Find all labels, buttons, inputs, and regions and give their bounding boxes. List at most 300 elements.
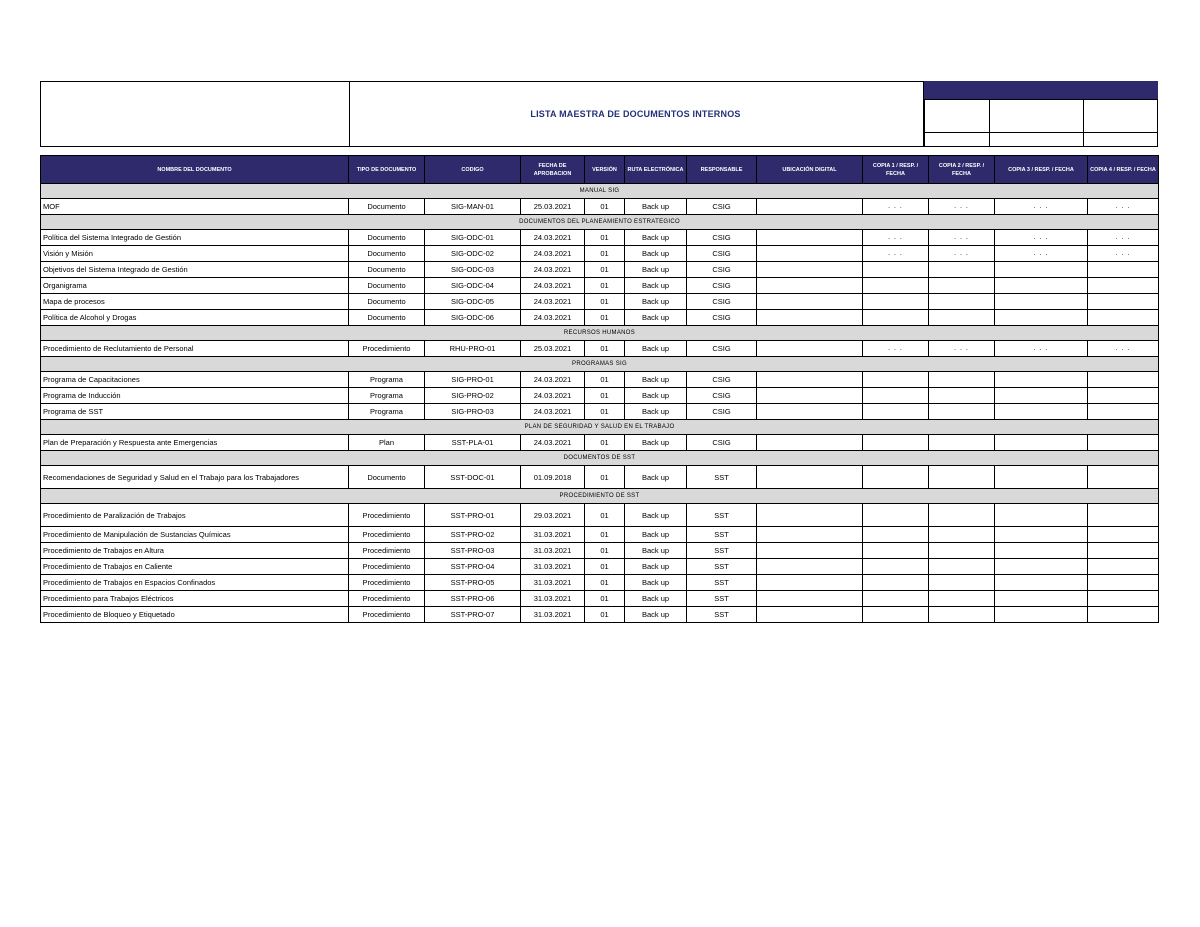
digital-location-cell xyxy=(757,591,863,607)
table-row xyxy=(41,294,1159,310)
document-code-cell: SST-PRO-05 xyxy=(425,575,521,591)
section-title: RECURSOS HUMANOS xyxy=(41,326,1159,341)
document-type-cell: Procedimiento xyxy=(349,504,425,527)
approval-date-cell: 25.03.2021 xyxy=(521,341,585,357)
table-row xyxy=(41,607,1159,623)
copy-cell xyxy=(1088,466,1159,489)
document-code-cell: SIG-ODC-02 xyxy=(425,246,521,262)
version-cell: 01 xyxy=(585,504,625,527)
responsible-cell: CSIG xyxy=(687,246,757,262)
approval-date-cell: 24.03.2021 xyxy=(521,294,585,310)
approval-date-cell: 31.03.2021 xyxy=(521,559,585,575)
electronic-route-cell: Back up xyxy=(625,388,687,404)
responsible-cell: SST xyxy=(687,527,757,543)
copy-cell xyxy=(1088,294,1159,310)
table-row xyxy=(41,246,1159,262)
digital-location-cell xyxy=(757,466,863,489)
approval-date-cell: 31.03.2021 xyxy=(521,527,585,543)
copy-cell: . . . xyxy=(1088,246,1159,262)
version-cell: 01 xyxy=(585,466,625,489)
column-header: RUTA ELECTRÓNICA xyxy=(625,156,687,184)
document-type-cell: Documento xyxy=(349,262,425,278)
document-name-cell: MOF xyxy=(41,199,349,215)
copy-cell xyxy=(929,404,995,420)
approval-date-cell: 24.03.2021 xyxy=(521,278,585,294)
document-code-cell: SIG-ODC-06 xyxy=(425,310,521,326)
copy-cell xyxy=(1088,559,1159,575)
table-row xyxy=(41,575,1159,591)
copy-cell xyxy=(929,435,995,451)
document-control-box xyxy=(924,81,1158,147)
copy-cell xyxy=(1088,575,1159,591)
copy-cell xyxy=(863,404,929,420)
copy-cell xyxy=(863,278,929,294)
copy-cell xyxy=(863,294,929,310)
copy-cell xyxy=(929,388,995,404)
copy-cell xyxy=(929,591,995,607)
copy-cell: . . . xyxy=(1088,341,1159,357)
document-code-cell: SST-DOC-01 xyxy=(425,466,521,489)
copy-cell: . . . xyxy=(863,230,929,246)
document-header xyxy=(40,81,1158,147)
copy-cell xyxy=(995,262,1088,278)
responsible-cell: CSIG xyxy=(687,199,757,215)
copy-cell xyxy=(1088,435,1159,451)
document-code-cell: SIG-PRO-03 xyxy=(425,404,521,420)
copy-cell xyxy=(995,559,1088,575)
copy-cell xyxy=(863,607,929,623)
copy-cell: . . . xyxy=(995,246,1088,262)
table-row xyxy=(41,278,1159,294)
copy-cell xyxy=(929,278,995,294)
version-cell: 01 xyxy=(585,341,625,357)
responsible-cell: CSIG xyxy=(687,278,757,294)
electronic-route-cell: Back up xyxy=(625,466,687,489)
document-code-cell: SST-PRO-01 xyxy=(425,504,521,527)
document-name-cell: Objetivos del Sistema Integrado de Gestión xyxy=(41,262,349,278)
copy-cell xyxy=(1088,372,1159,388)
version-cell: 01 xyxy=(585,230,625,246)
copy-cell xyxy=(995,504,1088,527)
copy-cell xyxy=(995,294,1088,310)
copy-cell: . . . xyxy=(995,199,1088,215)
table-row xyxy=(41,341,1159,357)
section-title: DOCUMENTOS DEL PLANEAMIENTO ESTRATEGICO xyxy=(41,215,1159,230)
document-code-cell: SIG-MAN-01 xyxy=(425,199,521,215)
digital-location-cell xyxy=(757,278,863,294)
copy-cell xyxy=(1088,504,1159,527)
table-row xyxy=(41,435,1159,451)
copy-cell xyxy=(929,372,995,388)
electronic-route-cell: Back up xyxy=(625,575,687,591)
document-code-cell: SIG-ODC-03 xyxy=(425,262,521,278)
copy-cell xyxy=(863,372,929,388)
copy-cell xyxy=(863,310,929,326)
document-code-cell: SST-PRO-06 xyxy=(425,591,521,607)
approval-date-cell: 24.03.2021 xyxy=(521,404,585,420)
responsible-cell: SST xyxy=(687,607,757,623)
document-type-cell: Documento xyxy=(349,246,425,262)
column-header: FECHA DE APROBACION xyxy=(521,156,585,184)
copy-cell xyxy=(1088,527,1159,543)
document-name-cell: Política de Alcohol y Drogas xyxy=(41,310,349,326)
copy-cell xyxy=(929,559,995,575)
digital-location-cell xyxy=(757,341,863,357)
version-cell: 01 xyxy=(585,310,625,326)
electronic-route-cell: Back up xyxy=(625,504,687,527)
control-cell xyxy=(1083,132,1158,147)
version-cell: 01 xyxy=(585,278,625,294)
section-title: DOCUMENTOS DE SST xyxy=(41,451,1159,466)
digital-location-cell xyxy=(757,372,863,388)
document-code-cell: SST-PRO-07 xyxy=(425,607,521,623)
copy-cell xyxy=(995,278,1088,294)
section-title: MANUAL SIG xyxy=(41,184,1159,199)
copy-cell xyxy=(929,466,995,489)
responsible-cell: CSIG xyxy=(687,262,757,278)
version-cell: 01 xyxy=(585,388,625,404)
approval-date-cell: 24.03.2021 xyxy=(521,372,585,388)
copy-cell xyxy=(995,543,1088,559)
column-header: COPIA 3 / RESP. / FECHA xyxy=(995,156,1088,184)
document-code-cell: SIG-ODC-05 xyxy=(425,294,521,310)
digital-location-cell xyxy=(757,262,863,278)
table-row xyxy=(41,504,1159,527)
responsible-cell: SST xyxy=(687,466,757,489)
document-name-cell: Mapa de procesos xyxy=(41,294,349,310)
version-cell: 01 xyxy=(585,527,625,543)
document-type-cell: Programa xyxy=(349,388,425,404)
column-header: RESPONSABLE xyxy=(687,156,757,184)
copy-cell: . . . xyxy=(863,341,929,357)
copy-cell xyxy=(863,435,929,451)
digital-location-cell xyxy=(757,230,863,246)
section-row xyxy=(41,215,1159,230)
version-cell: 01 xyxy=(585,607,625,623)
section-row xyxy=(41,420,1159,435)
control-header-bar xyxy=(924,81,1158,99)
copy-cell xyxy=(995,607,1088,623)
column-header: COPIA 2 / RESP. / FECHA xyxy=(929,156,995,184)
digital-location-cell xyxy=(757,504,863,527)
electronic-route-cell: Back up xyxy=(625,607,687,623)
table-row xyxy=(41,310,1159,326)
document-type-cell: Documento xyxy=(349,230,425,246)
document-type-cell: Procedimiento xyxy=(349,607,425,623)
responsible-cell: SST xyxy=(687,575,757,591)
table-row xyxy=(41,262,1159,278)
control-cell xyxy=(1083,99,1158,133)
digital-location-cell xyxy=(757,246,863,262)
copy-cell: . . . xyxy=(1088,230,1159,246)
responsible-cell: CSIG xyxy=(687,435,757,451)
version-cell: 01 xyxy=(585,246,625,262)
table-row xyxy=(41,543,1159,559)
document-name-cell: Recomendaciones de Seguridad y Salud en el Trabajo para los Trabajadores xyxy=(41,466,349,489)
electronic-route-cell: Back up xyxy=(625,591,687,607)
digital-location-cell xyxy=(757,559,863,575)
title-area xyxy=(348,81,924,147)
approval-date-cell: 29.03.2021 xyxy=(521,504,585,527)
copy-cell xyxy=(863,591,929,607)
copy-cell xyxy=(1088,262,1159,278)
copy-cell xyxy=(929,310,995,326)
document-type-cell: Programa xyxy=(349,372,425,388)
responsible-cell: SST xyxy=(687,559,757,575)
document-type-cell: Procedimiento xyxy=(349,341,425,357)
responsible-cell: CSIG xyxy=(687,372,757,388)
document-name-cell: Programa de Capacitaciones xyxy=(41,372,349,388)
copy-cell xyxy=(929,527,995,543)
copy-cell xyxy=(995,466,1088,489)
section-row xyxy=(41,451,1159,466)
electronic-route-cell: Back up xyxy=(625,294,687,310)
document-name-cell: Procedimiento de Reclutamiento de Personal xyxy=(41,341,349,357)
copy-cell xyxy=(1088,607,1159,623)
document-name-cell: Procedimiento de Trabajos en Espacios Confinados xyxy=(41,575,349,591)
control-cell xyxy=(924,132,990,147)
document-name-cell: Visión y Misión xyxy=(41,246,349,262)
version-cell: 01 xyxy=(585,559,625,575)
document-name-cell: Procedimiento de Trabajos en Caliente xyxy=(41,559,349,575)
document-title: LISTA MAESTRA DE DOCUMENTOS INTERNOS xyxy=(530,109,741,119)
copy-cell xyxy=(995,404,1088,420)
document-name-cell: Programa de Inducción xyxy=(41,388,349,404)
electronic-route-cell: Back up xyxy=(625,372,687,388)
digital-location-cell xyxy=(757,435,863,451)
copy-cell xyxy=(863,504,929,527)
copy-cell: . . . xyxy=(929,341,995,357)
document-name-cell: Procedimiento de Bloqueo y Etiquetado xyxy=(41,607,349,623)
section-title: PLAN DE SEGURIDAD Y SALUD EN EL TRABAJO xyxy=(41,420,1159,435)
control-cell xyxy=(989,99,1084,133)
table-row xyxy=(41,466,1159,489)
electronic-route-cell: Back up xyxy=(625,559,687,575)
version-cell: 01 xyxy=(585,591,625,607)
document-type-cell: Plan xyxy=(349,435,425,451)
document-code-cell: SIG-PRO-01 xyxy=(425,372,521,388)
copy-cell xyxy=(929,575,995,591)
copy-cell xyxy=(929,607,995,623)
copy-cell xyxy=(995,372,1088,388)
document-code-cell: SST-PRO-02 xyxy=(425,527,521,543)
version-cell: 01 xyxy=(585,372,625,388)
approval-date-cell: 24.03.2021 xyxy=(521,246,585,262)
control-cell xyxy=(924,99,990,133)
copy-cell xyxy=(929,504,995,527)
section-row xyxy=(41,489,1159,504)
copy-cell xyxy=(929,294,995,310)
column-header: NOMBRE DEL DOCUMENTO xyxy=(41,156,349,184)
copy-cell xyxy=(863,527,929,543)
copy-cell xyxy=(995,435,1088,451)
document-type-cell: Documento xyxy=(349,310,425,326)
document-code-cell: SST-PRO-03 xyxy=(425,543,521,559)
approval-date-cell: 24.03.2021 xyxy=(521,435,585,451)
responsible-cell: SST xyxy=(687,504,757,527)
document-name-cell: Procedimiento para Trabajos Eléctricos xyxy=(41,591,349,607)
copy-cell xyxy=(995,310,1088,326)
copy-cell: . . . xyxy=(863,199,929,215)
responsible-cell: CSIG xyxy=(687,230,757,246)
column-header: VERSIÓN xyxy=(585,156,625,184)
section-row xyxy=(41,184,1159,199)
document-type-cell: Programa xyxy=(349,404,425,420)
digital-location-cell xyxy=(757,404,863,420)
copy-cell: . . . xyxy=(929,230,995,246)
electronic-route-cell: Back up xyxy=(625,435,687,451)
column-header: COPIA 4 / RESP. / FECHA xyxy=(1088,156,1159,184)
document-type-cell: Procedimiento xyxy=(349,559,425,575)
responsible-cell: CSIG xyxy=(687,341,757,357)
responsible-cell: CSIG xyxy=(687,404,757,420)
copy-cell xyxy=(1088,310,1159,326)
approval-date-cell: 01.09.2018 xyxy=(521,466,585,489)
electronic-route-cell: Back up xyxy=(625,199,687,215)
table-row xyxy=(41,372,1159,388)
version-cell: 01 xyxy=(585,404,625,420)
documents-table xyxy=(40,155,1159,623)
table-header-row xyxy=(41,156,1159,184)
copy-cell: . . . xyxy=(863,246,929,262)
digital-location-cell xyxy=(757,388,863,404)
copy-cell: . . . xyxy=(1088,199,1159,215)
control-cell xyxy=(989,132,1084,147)
approval-date-cell: 31.03.2021 xyxy=(521,607,585,623)
approval-date-cell: 25.03.2021 xyxy=(521,199,585,215)
copy-cell: . . . xyxy=(929,199,995,215)
responsible-cell: CSIG xyxy=(687,310,757,326)
column-header: CODIGO xyxy=(425,156,521,184)
version-cell: 01 xyxy=(585,575,625,591)
copy-cell: . . . xyxy=(929,246,995,262)
digital-location-cell xyxy=(757,575,863,591)
copy-cell xyxy=(995,388,1088,404)
copy-cell xyxy=(863,543,929,559)
copy-cell xyxy=(863,575,929,591)
electronic-route-cell: Back up xyxy=(625,543,687,559)
digital-location-cell xyxy=(757,607,863,623)
copy-cell xyxy=(929,262,995,278)
copy-cell xyxy=(1088,278,1159,294)
electronic-route-cell: Back up xyxy=(625,230,687,246)
table-row xyxy=(41,388,1159,404)
table-row xyxy=(41,591,1159,607)
document-type-cell: Procedimiento xyxy=(349,575,425,591)
document-type-cell: Procedimiento xyxy=(349,591,425,607)
copy-cell: . . . xyxy=(995,230,1088,246)
version-cell: 01 xyxy=(585,199,625,215)
section-row xyxy=(41,357,1159,372)
electronic-route-cell: Back up xyxy=(625,527,687,543)
digital-location-cell xyxy=(757,199,863,215)
copy-cell xyxy=(1088,404,1159,420)
electronic-route-cell: Back up xyxy=(625,262,687,278)
approval-date-cell: 31.03.2021 xyxy=(521,575,585,591)
document-type-cell: Documento xyxy=(349,199,425,215)
copy-cell xyxy=(1088,591,1159,607)
version-cell: 01 xyxy=(585,543,625,559)
copy-cell xyxy=(929,543,995,559)
document-name-cell: Plan de Preparación y Respuesta ante Emergencias xyxy=(41,435,349,451)
digital-location-cell xyxy=(757,527,863,543)
copy-cell xyxy=(995,591,1088,607)
document-name-cell: Organigrama xyxy=(41,278,349,294)
copy-cell xyxy=(1088,543,1159,559)
table-row xyxy=(41,230,1159,246)
document-code-cell: SST-PRO-04 xyxy=(425,559,521,575)
copy-cell xyxy=(863,559,929,575)
document-code-cell: SIG-ODC-01 xyxy=(425,230,521,246)
document-name-cell: Procedimiento de Paralización de Trabajos xyxy=(41,504,349,527)
document-type-cell: Documento xyxy=(349,466,425,489)
electronic-route-cell: Back up xyxy=(625,246,687,262)
approval-date-cell: 31.03.2021 xyxy=(521,591,585,607)
document-code-cell: SIG-PRO-02 xyxy=(425,388,521,404)
document-type-cell: Documento xyxy=(349,278,425,294)
document-name-cell: Procedimiento de Manipulación de Sustancias Químicas xyxy=(41,527,349,543)
responsible-cell: CSIG xyxy=(687,388,757,404)
copy-cell xyxy=(863,388,929,404)
electronic-route-cell: Back up xyxy=(625,341,687,357)
electronic-route-cell: Back up xyxy=(625,278,687,294)
column-header: TIPO DE DOCUMENTO xyxy=(349,156,425,184)
section-title: PROGRAMAS SIG xyxy=(41,357,1159,372)
table-row xyxy=(41,559,1159,575)
approval-date-cell: 24.03.2021 xyxy=(521,230,585,246)
responsible-cell: CSIG xyxy=(687,294,757,310)
document-code-cell: RHU-PRO-01 xyxy=(425,341,521,357)
electronic-route-cell: Back up xyxy=(625,310,687,326)
approval-date-cell: 24.03.2021 xyxy=(521,310,585,326)
version-cell: 01 xyxy=(585,262,625,278)
version-cell: 01 xyxy=(585,294,625,310)
section-row xyxy=(41,326,1159,341)
copy-cell xyxy=(863,466,929,489)
document-name-cell: Procedimiento de Trabajos en Altura xyxy=(41,543,349,559)
section-title: PROCEDIMIENTO DE SST xyxy=(41,489,1159,504)
copy-cell xyxy=(1088,388,1159,404)
table-row xyxy=(41,404,1159,420)
table-row xyxy=(41,527,1159,543)
responsible-cell: SST xyxy=(687,591,757,607)
logo-area xyxy=(40,81,350,147)
digital-location-cell xyxy=(757,294,863,310)
copy-cell xyxy=(995,527,1088,543)
document-code-cell: SIG-ODC-04 xyxy=(425,278,521,294)
approval-date-cell: 31.03.2021 xyxy=(521,543,585,559)
approval-date-cell: 24.03.2021 xyxy=(521,388,585,404)
document-code-cell: SST-PLA-01 xyxy=(425,435,521,451)
electronic-route-cell: Back up xyxy=(625,404,687,420)
document-type-cell: Procedimiento xyxy=(349,543,425,559)
table-row xyxy=(41,199,1159,215)
document-name-cell: Programa de SST xyxy=(41,404,349,420)
copy-cell xyxy=(995,575,1088,591)
column-header: UBICACIÓN DIGITAL xyxy=(757,156,863,184)
copy-cell: . . . xyxy=(995,341,1088,357)
copy-cell xyxy=(863,262,929,278)
digital-location-cell xyxy=(757,310,863,326)
digital-location-cell xyxy=(757,543,863,559)
document-name-cell: Política del Sistema Integrado de Gestión xyxy=(41,230,349,246)
table-body xyxy=(41,184,1159,623)
document-type-cell: Procedimiento xyxy=(349,527,425,543)
column-header: COPIA 1 / RESP. / FECHA xyxy=(863,156,929,184)
responsible-cell: SST xyxy=(687,543,757,559)
version-cell: 01 xyxy=(585,435,625,451)
approval-date-cell: 24.03.2021 xyxy=(521,262,585,278)
